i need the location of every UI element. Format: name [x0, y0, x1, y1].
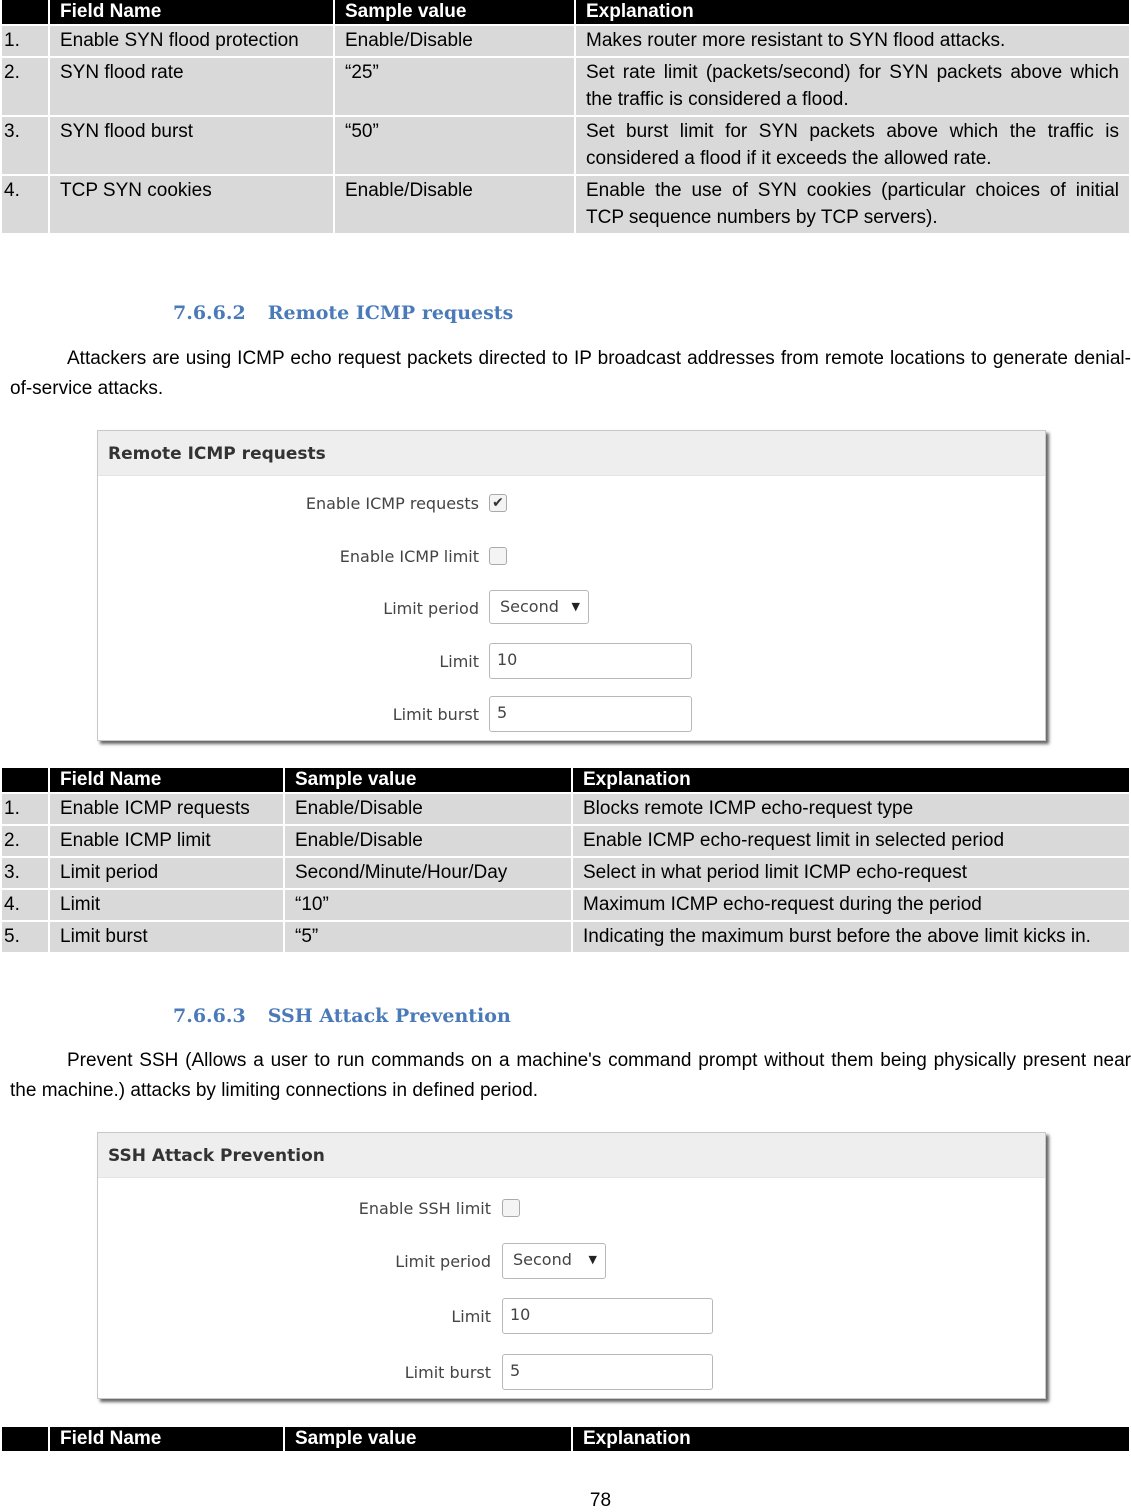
checkmark-icon: ✔: [492, 495, 504, 511]
row-field: Enable ICMP requests: [50, 794, 283, 824]
table-row: [2, 826, 1129, 856]
form-row-limit-period: [98, 1243, 1045, 1279]
form-row-enable-ssh-limit: [98, 1190, 1045, 1226]
table-row: [2, 794, 1129, 824]
panel-title: SSH Attack Prevention: [98, 1133, 1045, 1178]
row-field: Limit burst: [50, 922, 283, 952]
row-num: 4.: [2, 890, 48, 920]
limit-period-select[interactable]: [502, 1243, 606, 1279]
row-field: Enable ICMP limit: [50, 826, 283, 856]
paragraph-text: Attackers are using ICMP echo request packets directed to IP broadcast addresses from remote locations to generate denial-of-service attacks.: [10, 348, 1131, 399]
enable-icmp-requests-label: Enable ICMP requests: [305, 494, 479, 513]
section-title: Remote ICMP requests: [267, 302, 514, 324]
row-sample: Enable/Disable: [285, 794, 571, 824]
enable-ssh-limit-label: Enable SSH limit: [358, 1199, 491, 1218]
header-sample-value: Sample value: [285, 768, 571, 792]
row-sample: Enable/Disable: [335, 26, 574, 56]
header-explanation: Explanation: [573, 1427, 1129, 1451]
row-num: 3.: [2, 858, 48, 888]
row-field: Limit period: [50, 858, 283, 888]
row-explanation: Enable the use of SYN cookies (particular choices of initial TCP sequence numbers by TCP servers).: [576, 176, 1129, 233]
table-row: [2, 117, 1129, 174]
row-field: SYN flood rate: [50, 58, 333, 115]
table-header-row: [2, 0, 1129, 24]
header-sample-value: Sample value: [335, 0, 574, 24]
row-explanation: Set rate limit (packets/second) for SYN packets above which the traffic is considered a flood.: [576, 58, 1129, 115]
limit-label: Limit: [439, 652, 479, 671]
limit-period-select[interactable]: [489, 590, 589, 624]
form-row-limit-burst: [98, 696, 1045, 732]
row-explanation: Enable ICMP echo-request limit in selected period: [573, 826, 1129, 856]
dropdown-arrow-icon: ▼: [588, 1253, 597, 1266]
limit-burst-label: Limit burst: [392, 705, 479, 724]
row-field: TCP SYN cookies: [50, 176, 333, 233]
row-field: Limit: [50, 890, 283, 920]
table-row: [2, 176, 1129, 233]
row-sample: “5”: [285, 922, 571, 952]
enable-icmp-limit-checkbox[interactable]: [489, 547, 507, 565]
row-explanation: Makes router more resistant to SYN flood attacks.: [576, 26, 1129, 56]
limit-period-label: Limit period: [395, 1252, 491, 1271]
header-num: [2, 0, 48, 24]
limit-burst-input[interactable]: 5: [489, 696, 692, 732]
section-heading-remote-icmp: [173, 302, 513, 324]
limit-period-label: Limit period: [383, 599, 479, 618]
form-row-limit-burst: [98, 1354, 1045, 1390]
form-row-limit: [98, 1298, 1045, 1334]
form-row-enable-icmp-limit: [98, 538, 1045, 574]
row-explanation: Select in what period limit ICMP echo-request: [573, 858, 1129, 888]
row-num: 2.: [2, 826, 48, 856]
row-sample: “10”: [285, 890, 571, 920]
enable-icmp-limit-label: Enable ICMP limit: [339, 547, 479, 566]
limit-input[interactable]: 10: [502, 1298, 713, 1334]
header-field-name: Field Name: [50, 0, 333, 24]
dropdown-arrow-icon: ▼: [571, 600, 580, 613]
row-num: 1.: [2, 26, 48, 56]
header-field-name: Field Name: [50, 768, 283, 792]
row-num: 1.: [2, 794, 48, 824]
header-sample-value: Sample value: [285, 1427, 571, 1451]
form-row-enable-icmp-requests: [98, 485, 1045, 521]
row-num: 4.: [2, 176, 48, 233]
table-row: [2, 890, 1129, 920]
row-sample: Enable/Disable: [335, 176, 574, 233]
enable-ssh-limit-checkbox[interactable]: [502, 1199, 520, 1217]
row-explanation: Set burst limit for SYN packets above which the traffic is considered a flood if it exceeds the allowed rate.: [576, 117, 1129, 174]
table-row: [2, 58, 1129, 115]
limit-period-value: Second: [500, 597, 559, 616]
enable-icmp-requests-checkbox[interactable]: [489, 494, 507, 512]
paragraph-text: Prevent SSH (Allows a user to run commands on a machine's command prompt without them being physically present near the machine.) attacks by limiting connections in defined period.: [10, 1050, 1131, 1101]
row-explanation: Blocks remote ICMP echo-request type: [573, 794, 1129, 824]
page-number: 78: [589, 1490, 612, 1511]
limit-input[interactable]: 10: [489, 643, 692, 679]
table-row: [2, 858, 1129, 888]
ssh-table: [0, 1425, 1131, 1453]
row-field: Enable SYN flood protection: [50, 26, 333, 56]
row-num: 3.: [2, 117, 48, 174]
remote-icmp-panel: [97, 430, 1046, 741]
header-num: [2, 1427, 48, 1451]
panel-title: Remote ICMP requests: [98, 431, 1045, 476]
form-row-limit-period: [98, 590, 1045, 626]
header-explanation: Explanation: [576, 0, 1129, 24]
row-sample: Second/Minute/Hour/Day: [285, 858, 571, 888]
header-num: [2, 768, 48, 792]
section-paragraph: [10, 344, 1131, 404]
table-header-row: [2, 1427, 1129, 1451]
section-number: 7.6.6.3: [173, 1005, 246, 1027]
limit-label: Limit: [451, 1307, 491, 1326]
row-sample: “50”: [335, 117, 574, 174]
section-heading-ssh-attack: [173, 1005, 511, 1027]
header-field-name: Field Name: [50, 1427, 283, 1451]
row-explanation: Indicating the maximum burst before the above limit kicks in.: [573, 922, 1129, 952]
section-paragraph: [10, 1046, 1131, 1106]
form-row-limit: [98, 643, 1045, 679]
row-num: 5.: [2, 922, 48, 952]
row-field: SYN flood burst: [50, 117, 333, 174]
row-sample: Enable/Disable: [285, 826, 571, 856]
row-sample: “25”: [335, 58, 574, 115]
limit-burst-label: Limit burst: [404, 1363, 491, 1382]
row-explanation: Maximum ICMP echo-request during the period: [573, 890, 1129, 920]
header-explanation: Explanation: [573, 768, 1129, 792]
limit-burst-input[interactable]: 5: [502, 1354, 713, 1390]
table-row: [2, 26, 1129, 56]
table-header-row: [2, 768, 1129, 792]
syn-flood-table: [0, 0, 1131, 235]
table-row: [2, 922, 1129, 952]
ssh-attack-panel: [97, 1132, 1046, 1399]
icmp-table: [0, 766, 1131, 954]
section-number: 7.6.6.2: [173, 302, 246, 324]
row-num: 2.: [2, 58, 48, 115]
section-title: SSH Attack Prevention: [267, 1005, 511, 1027]
limit-period-value: Second: [513, 1250, 572, 1269]
